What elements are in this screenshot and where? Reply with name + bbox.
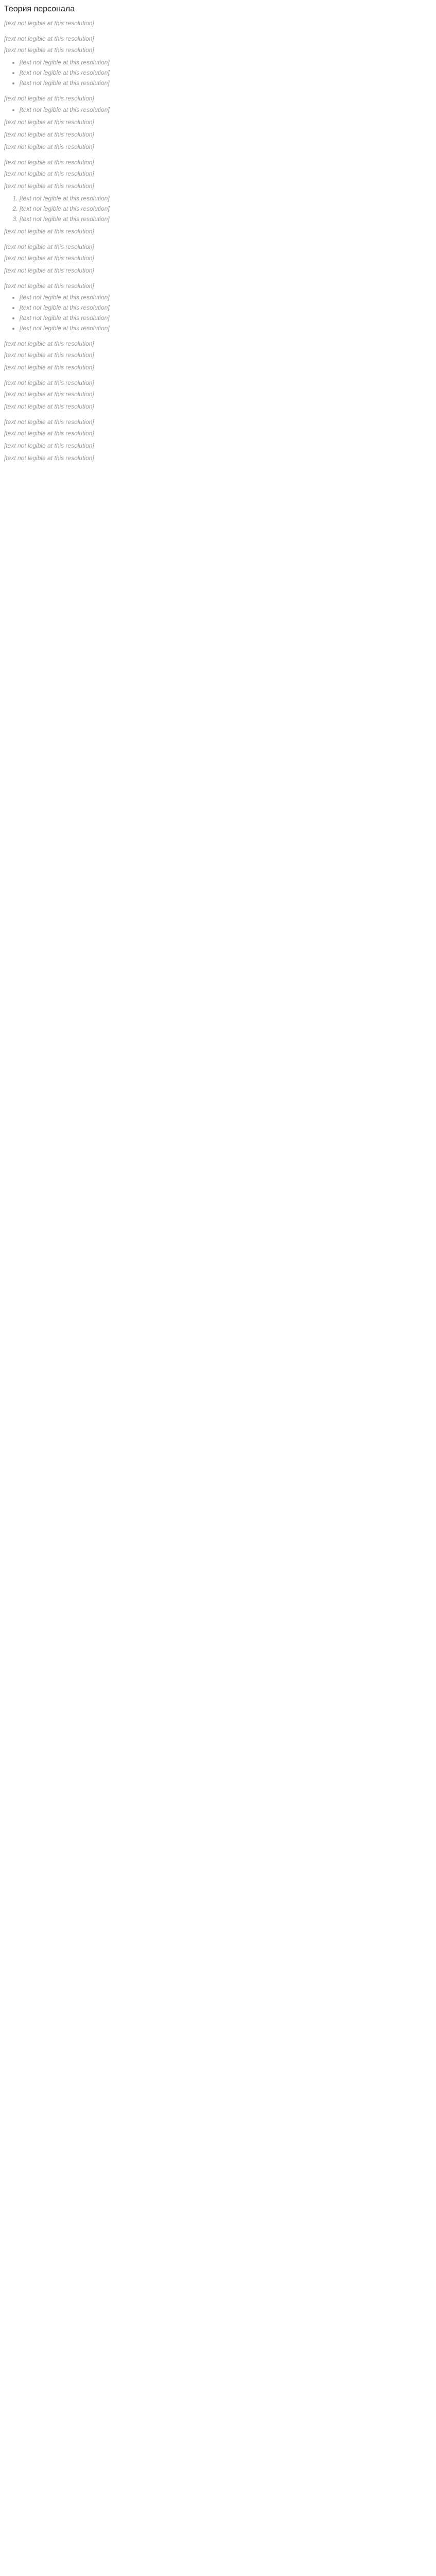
paragraph: [text not legible at this resolution]: [4, 364, 94, 371]
paragraph: [text not legible at this resolution]: [4, 143, 94, 150]
paragraph: [text not legible at this resolution]: [4, 228, 94, 235]
paragraph: [text not legible at this resolution]: [4, 351, 94, 359]
paragraph: [text not legible at this resolution]: [4, 267, 94, 274]
list-item: • [text not legible at this resolution]: [20, 313, 429, 323]
list-item: • [text not legible at this resolution]: [20, 68, 429, 77]
paragraph: [text not legible at this resolution]: [4, 454, 94, 462]
section-heading: [text not legible at this resolution]: [4, 95, 94, 102]
paragraph: [text not legible at this resolution]: [4, 430, 94, 437]
section-heading: [text not legible at this resolution]: [4, 243, 94, 250]
list-item: • [text not legible at this resolution]: [20, 303, 429, 312]
numbered-list: [4, 194, 429, 224]
page-title: Теория персонала: [4, 5, 75, 13]
document-page: [0, 0, 436, 486]
section-heading: [text not legible at this resolution]: [4, 159, 94, 166]
paragraph: [text not legible at this resolution]: [4, 131, 94, 138]
section-heading: [text not legible at this resolution]: [4, 35, 94, 42]
section-heading: [text not legible at this resolution]: [4, 379, 94, 386]
list-item: • [text not legible at this resolution]: [20, 293, 429, 302]
list-item: 3. [text not legible at this resolution]: [20, 214, 429, 224]
document-body: [4, 19, 429, 463]
bullet-list: [4, 105, 429, 114]
section-heading: [text not legible at this resolution]: [4, 340, 94, 347]
list-item: • [text not legible at this resolution]: [20, 58, 429, 67]
section-heading: [text not legible at this resolution]: [4, 418, 94, 426]
paragraph: [text not legible at this resolution]: [4, 182, 94, 190]
list-item: • [text not legible at this resolution]: [20, 105, 429, 114]
list-item: • [text not legible at this resolution]: [20, 78, 429, 88]
paragraph: [text not legible at this resolution]: [4, 391, 94, 398]
bullet-list: [4, 58, 429, 88]
bullet-list: [4, 293, 429, 333]
paragraph: [text not legible at this resolution]: [4, 118, 94, 126]
list-item: 1. [text not legible at this resolution]: [20, 194, 429, 203]
paragraph: [text not legible at this resolution]: [4, 403, 94, 410]
paragraph: [text not legible at this resolution]: [4, 442, 94, 449]
paragraph: [text not legible at this resolution]: [4, 170, 94, 177]
list-item: • [text not legible at this resolution]: [20, 324, 429, 333]
list-item: 2. [text not legible at this resolution]: [20, 204, 429, 213]
paragraph: [text not legible at this resolution]: [4, 255, 94, 262]
paragraph: [text not legible at this resolution]: [4, 46, 94, 54]
section-heading: [text not legible at this resolution]: [4, 282, 94, 290]
paragraph: [text not legible at this resolution]: [4, 20, 94, 27]
